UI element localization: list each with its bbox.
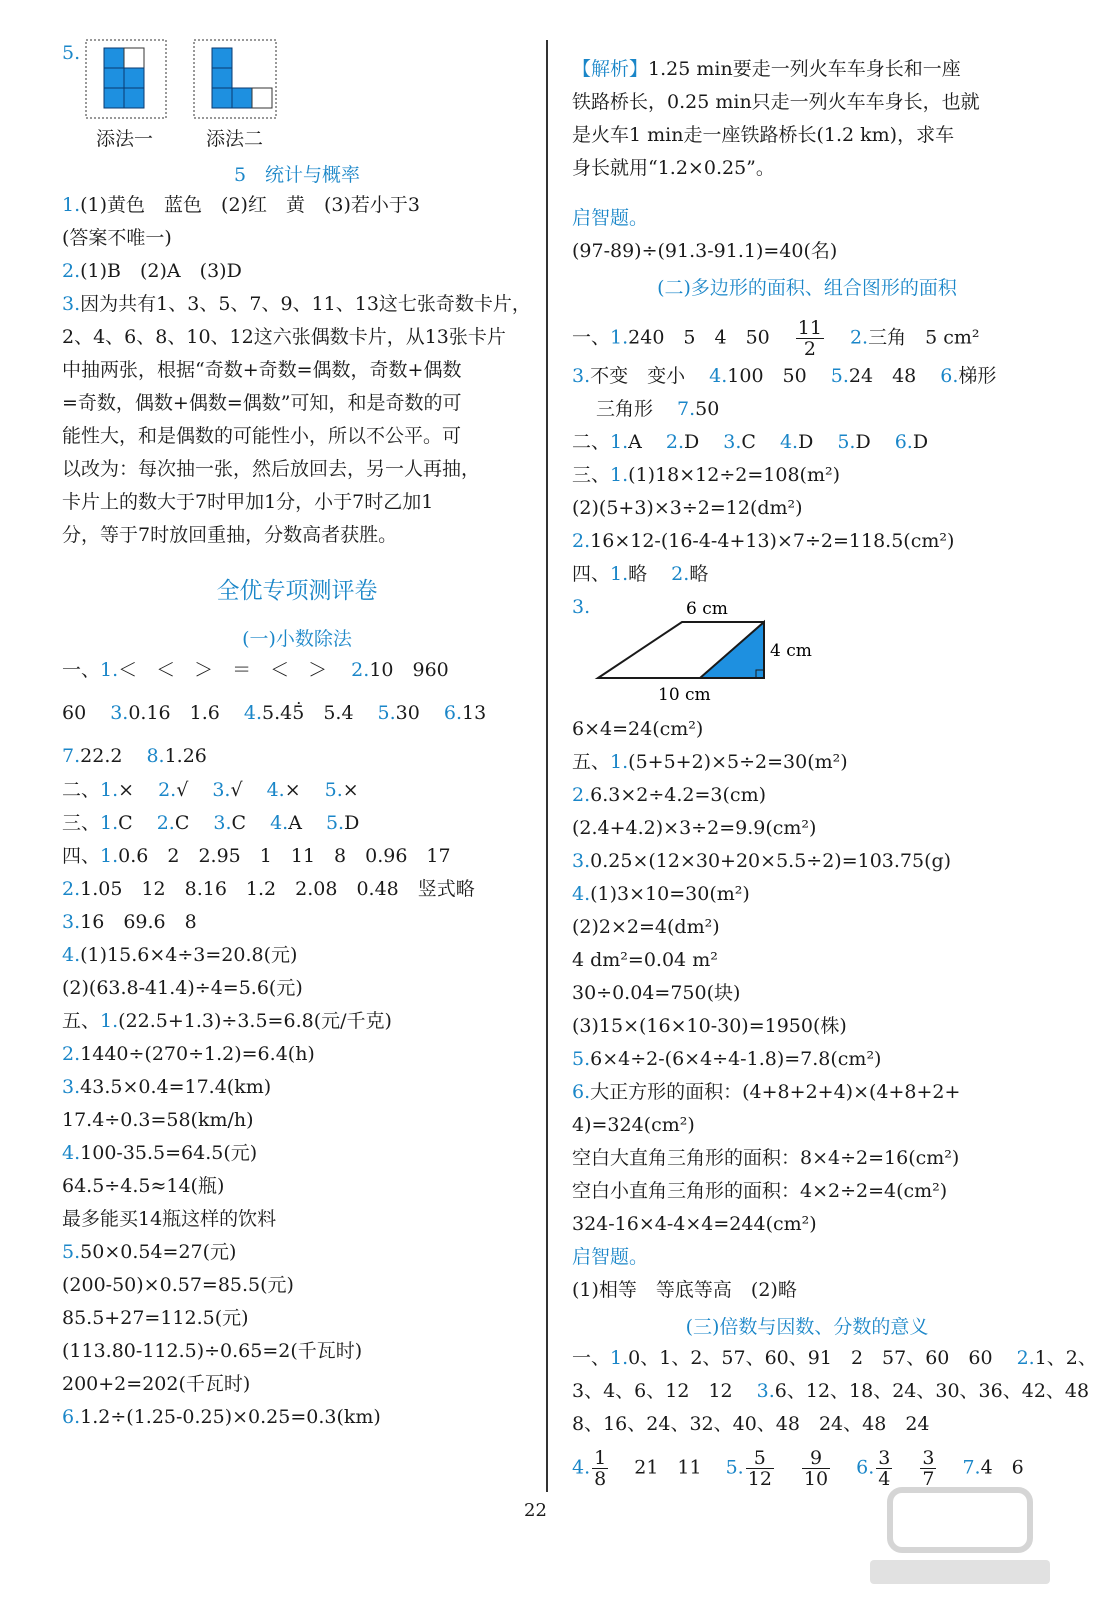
qizhi-label: 启智题。	[572, 207, 649, 229]
answer-line: 60 3.0.16 1.6 4.5.4. 5 5.4 5.30 6.13	[62, 700, 486, 726]
answer-line: 一、1.＜ ＜ ＞ ＝ ＜ ＞ 2.10 960	[62, 659, 449, 681]
answer-line: 四、1.略 2.略	[572, 563, 709, 585]
answer-line: 一、1.240 5 4 50 $\frac{11}{2}$ 2.三角 5 cm²	[572, 317, 980, 360]
answer-line: 200+2=202(千瓦时)	[62, 1373, 251, 1395]
fig1-added-block	[124, 48, 144, 68]
fraction: $\frac{3}{4}$	[878, 1447, 891, 1490]
answer-line: 4.(1)15.6×4÷3=20.8(元)	[62, 944, 298, 966]
answer-line: 17.4÷0.3=58(km/h)	[62, 1109, 254, 1131]
answer-line: 2.16×12-(16-4-4+13)×7÷2=118.5(cm²)	[572, 530, 955, 552]
fraction: $\frac{5}{12}$	[747, 1447, 772, 1490]
sub-title-1: (一)小数除法	[242, 628, 352, 650]
column-divider	[546, 40, 548, 1492]
answer-line: (97-89)÷(91.3-91.1)=40(名)	[572, 240, 838, 262]
answer-line: 6×4=24(cm²)	[572, 718, 704, 740]
fraction: $\frac{1}{8}$	[594, 1447, 607, 1490]
answer-line: 3.因为共有1、3、5、7、9、11、13这七张奇数卡片，	[62, 293, 531, 315]
fig1-block	[104, 88, 124, 108]
answer-line: 5.50×0.54=27(元)	[62, 1241, 237, 1263]
answer-line: 3、4、6、12 12 3.6、12、18、24、30、36、42、48	[572, 1380, 1090, 1402]
answer-line: 7.22.2 8.1.26	[62, 745, 207, 767]
answer-line: 分，等于7时放回重抽，分数高者获胜。	[62, 524, 398, 546]
q5-label: 5.	[62, 42, 81, 64]
fraction: $\frac{3}{7}$	[922, 1447, 935, 1490]
answer-line: 3.43.5×0.4=17.4(km)	[62, 1076, 272, 1098]
fig2-block	[232, 88, 252, 108]
answer-line: 2.1440÷(270÷1.2)=6.4(h)	[62, 1043, 315, 1065]
answer-line: 五、1.(22.5+1.3)÷3.5=6.8(元/千克)	[62, 1010, 392, 1032]
answer-line: 三、1.(1)18×12÷2=108(m²)	[572, 464, 840, 486]
watermark-logo-icon	[860, 1480, 1060, 1590]
answer-line: 6.大正方形的面积：(4+8+2+4)×(4+8+2+	[572, 1081, 961, 1103]
answer-line: 5.6×4÷2-(6×4÷4-1.8)=7.8(cm²)	[572, 1048, 882, 1070]
answer-line: =奇数，偶数+偶数=偶数”可知，和是奇数的可	[62, 392, 462, 414]
answer-line: 64.5÷4.5≈14(瓶)	[62, 1175, 225, 1197]
fig1-block	[124, 68, 144, 88]
answer-line: 三角形 7.50	[596, 398, 720, 420]
answer-line: 卡片上的数大于7时甲加1分，小于7时乙加1	[62, 491, 434, 513]
answer-line: 4.100-35.5=64.5(元)	[62, 1142, 258, 1164]
analysis-line: 身长就用“1.2×0.25”。	[572, 157, 775, 179]
analysis-line: 【解析】1.25 min要走一列火车车身长和一座	[572, 58, 961, 80]
answer-line: (2)(5+3)×3÷2=12(dm²)	[572, 497, 803, 519]
section-5-title: 5 统计与概率	[233, 164, 361, 186]
answer-line: 一、1.0、1、2、57、60、91 2 57、60 60 2.1、2、	[572, 1347, 1097, 1369]
answer-line: 二、1.A 2.D 3.C 4.D 5.D 6.D	[572, 431, 929, 453]
shaded-triangle	[700, 622, 764, 678]
answer-line: (答案不唯一)	[62, 227, 172, 249]
answer-line: (2)(63.8-41.4)÷4=5.6(元)	[62, 977, 303, 999]
answer-line: 3.0.25×(12×30+20×5.5÷2)=103.75(g)	[572, 850, 952, 872]
answer-line: (3)15×(16×10-30)=1950(株)	[572, 1015, 847, 1037]
answer-line: 4. $\frac{1}{8}$ 21 11 5. $\frac{5}{12}$ $\frac{9}{10}$ 6. $\frac{3}{4}$ $\frac{3}{7}$ 7.4 6	[572, 1447, 1024, 1490]
answer-line: 30÷0.04=750(块)	[572, 982, 741, 1004]
answer-line: 1.(1)黄色 蓝色 (2)红 黄 (3)若小于3	[62, 194, 420, 216]
answer-line: 85.5+27=112.5(元)	[62, 1307, 249, 1329]
block-figures	[84, 38, 304, 122]
fig2-added-block	[252, 88, 272, 108]
test-paper-title: 全优专项测评卷	[216, 578, 378, 604]
answer-line: 8、16、24、32、40、48 24、48 24	[572, 1413, 930, 1435]
answer-line: 2.6.3×2÷4.2=3(cm)	[572, 784, 766, 806]
answer-line: 中抽两张，根据“奇数+奇数=偶数，奇数+偶数	[62, 359, 462, 381]
fig2-caption: 添法二	[206, 128, 264, 150]
parallelogram-figure	[592, 596, 812, 705]
bottom-length-label: 10 cm	[658, 685, 711, 705]
answer-line: 4.(1)3×10=30(m²)	[572, 883, 750, 905]
answer-line: 4)=324(cm²)	[572, 1114, 695, 1136]
fig2-block	[212, 68, 232, 88]
page-number: 22	[524, 1500, 547, 1521]
sub-title-2: (二)多边形的面积、组合图形的面积	[657, 277, 957, 299]
answer-line: (2.4+4.2)×3÷2=9.9(cm²)	[572, 817, 817, 839]
answer-line: 6.1.2÷(1.25-0.25)×0.25=0.3(km)	[62, 1406, 381, 1428]
answer-line: 五、1.(5+5+2)×5÷2=30(m²)	[572, 751, 848, 773]
fig2-block	[212, 88, 232, 108]
top-length-label: 6 cm	[686, 599, 728, 619]
answer-line: 3.16 69.6 8	[62, 911, 197, 933]
answer-line: 3.不变 变小 4.100 50 5.24 48 6.梯形	[572, 365, 997, 387]
answer-line: (200-50)×0.57=85.5(元)	[62, 1274, 294, 1296]
height-label: 4 cm	[770, 641, 812, 661]
fig1-block	[104, 68, 124, 88]
answer-line: (113.80-112.5)÷0.65=2(千瓦时)	[62, 1340, 363, 1362]
fraction: $\frac{9}{10}$	[803, 1447, 829, 1490]
answer-line: (2)2×2=4(dm²)	[572, 916, 720, 938]
fig1-caption: 添法一	[96, 128, 154, 150]
analysis-line: 是火车1 min走一座铁路桥长(1.2 km)，求车	[572, 124, 955, 146]
answer-line: 3.	[572, 596, 591, 618]
analysis-line: 铁路桥长，0.25 min只走一列火车车身长，也就	[572, 91, 980, 113]
answer-line: 三、1.C 2.C 3.C 4.A 5.D	[62, 812, 360, 834]
answer-line: 最多能买14瓶这样的饮料	[62, 1208, 277, 1230]
fig2-block	[212, 48, 232, 68]
answer-line: 二、1.× 2.√ 3.√ 4.× 5.×	[62, 779, 359, 801]
fig1-block	[124, 88, 144, 108]
answer-line: (1)相等 等底等高 (2)略	[572, 1279, 797, 1301]
fraction: $\frac{11}{2}$	[797, 317, 822, 360]
qizhi-label: 启智题。	[572, 1246, 649, 1268]
answer-line: 以改为：每次抽一张，然后放回去，另一人再抽，	[62, 458, 481, 480]
answer-line: 空白大直角三角形的面积：8×4÷2=16(cm²)	[572, 1147, 960, 1169]
fig1-block	[104, 48, 124, 68]
answer-line: 4 dm²=0.04 m²	[572, 949, 718, 971]
answer-line: 324-16×4-4×4=244(cm²)	[572, 1213, 817, 1235]
answer-line: 2.(1)B (2)A (3)D	[62, 260, 242, 282]
answer-line: 2、4、6、8、10、12这六张偶数卡片，从13张卡片	[62, 326, 506, 348]
sub-title-3: (三)倍数与因数、分数的意义	[685, 1316, 929, 1338]
answer-line: 2.1.05 12 8.16 1.2 2.08 0.48 竖式略	[62, 878, 475, 900]
answer-line: 四、1.0.6 2 2.95 1 11 8 0.96 17	[62, 845, 451, 867]
answer-line: 空白小直角三角形的面积：4×2÷2=4(cm²)	[572, 1180, 948, 1202]
answer-line: 能性大，和是偶数的可能性小，所以不公平。可	[62, 425, 462, 447]
